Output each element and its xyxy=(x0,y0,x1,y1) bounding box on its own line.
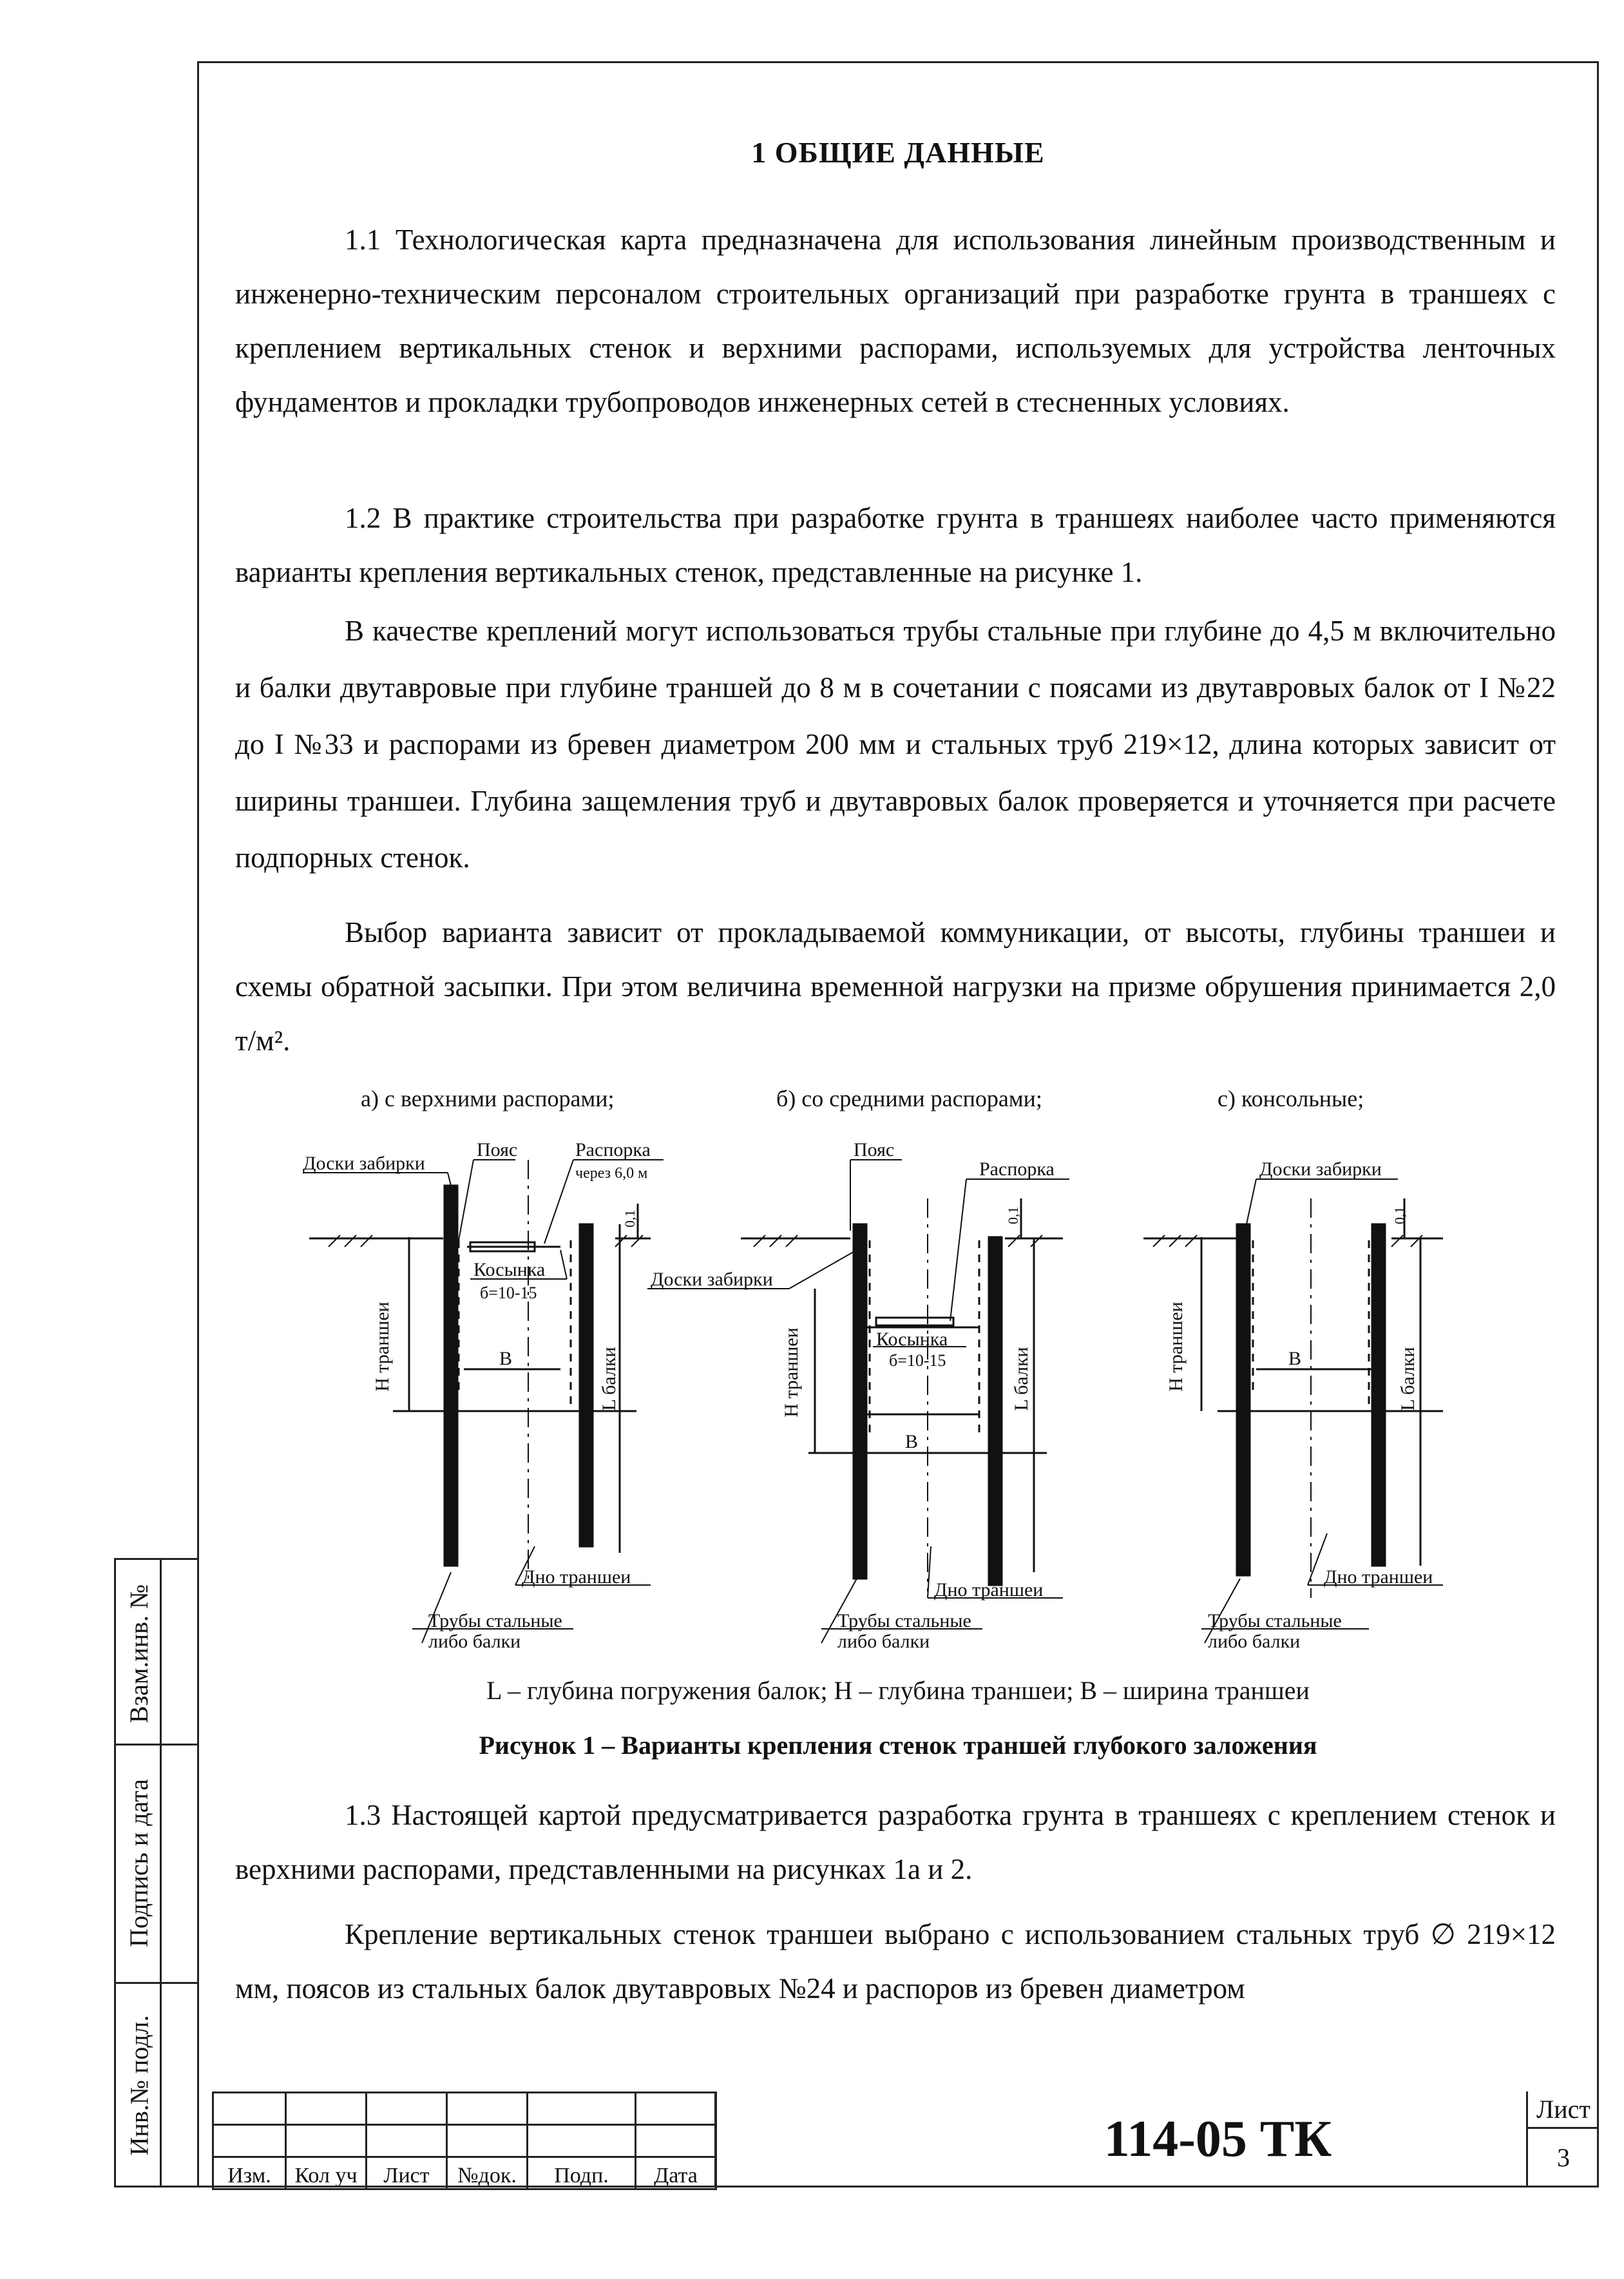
label-gusset-b: Косынка xyxy=(876,1329,948,1350)
label-h-trench-b: Н траншеи xyxy=(781,1327,802,1418)
label-l-beam-a: L балки xyxy=(598,1347,620,1411)
sheet-label: Лист xyxy=(1528,2091,1599,2129)
label-pipes1-c: Трубы стальные xyxy=(1208,1610,1342,1631)
label-gusset-thk-b: б=10-15 xyxy=(889,1351,946,1370)
label-boards-b: Доски забирки xyxy=(651,1269,773,1290)
paragraph-1-1: 1.1 Технологическая карта предназначена для использования линейным производственным и инженерно-техническим персоналом строительных организаций при разработке грунта в траншеях с креплением вертикальных стенок и верхними распорами, используемых для устройства ленточных фундаментов и прокладки трубопроводов инженерных сетей в стесненных условиях. xyxy=(235,224,1556,418)
label-strut-b: Распорка xyxy=(979,1159,1055,1180)
label-pipes2-b: либо балки xyxy=(837,1631,930,1652)
sheet-box xyxy=(1526,2091,1599,2188)
variant-a-title: а) с верхними распорами; xyxy=(361,1086,615,1111)
paragraph-choice: Выбор варианта зависит от прокладываемой коммуникации, от высоты, глубины траншеи и схемы обратной засыпки. При этом величина временной нагрузки на призме обрушения принимается 2,0 т/м². xyxy=(235,916,1556,1057)
col-podp: Подп. xyxy=(528,2157,636,2189)
label-dim-a: 0,1 xyxy=(622,1209,638,1227)
label-strut-a: Распорка xyxy=(575,1139,651,1160)
col-kol: Кол уч xyxy=(286,2157,367,2189)
col-izm: Изм. xyxy=(213,2157,286,2189)
side-label-original: Инв.№ подл. xyxy=(124,2015,154,2155)
title-block-grid xyxy=(212,2091,717,2190)
figure-trench-schemes xyxy=(0,1134,1624,1682)
title-block xyxy=(212,2091,1599,2188)
label-belt-a: Пояс xyxy=(477,1139,518,1160)
label-bottom-c: Дно траншеи xyxy=(1324,1566,1433,1588)
label-gusset-thk-a: б=10-15 xyxy=(480,1284,537,1302)
label-l-beam-c: L балки xyxy=(1397,1347,1419,1411)
label-pipes1-b: Трубы стальные xyxy=(837,1610,971,1631)
scheme-b xyxy=(647,1160,1069,1643)
figure-caption: Рисунок 1 – Варианты крепления стенок траншей глубокого заложения xyxy=(479,1731,1317,1760)
col-data: Дата xyxy=(636,2157,716,2189)
label-pipes1-a: Трубы стальные xyxy=(428,1610,562,1631)
label-strut-spacing-a: через 6,0 м xyxy=(575,1165,648,1182)
label-pipes2-c: либо балки xyxy=(1208,1631,1301,1652)
figure-legend: L – глубина погружения балок; Н – глубина траншеи; В – ширина траншеи xyxy=(486,1676,1310,1705)
label-belt-b: Пояс xyxy=(854,1139,895,1160)
label-h-trench-c: Н траншеи xyxy=(1165,1302,1187,1392)
label-dim-c: 0,1 xyxy=(1391,1206,1408,1224)
label-h-trench-a: Н траншеи xyxy=(372,1302,393,1392)
side-label-replacement: Взам.инв. № xyxy=(124,1584,154,1723)
section-title: 1 ОБЩИЕ ДАННЫЕ xyxy=(751,136,1045,169)
label-l-beam-b: L балки xyxy=(1011,1347,1032,1411)
col-ndok: №док. xyxy=(447,2157,528,2189)
label-pipes2-a: либо балки xyxy=(428,1631,521,1652)
paragraph-materials: В качестве креплений могут использоваться трубы стальные при глубине до 4,5 м включительно и балки двутавровые при глубине траншей до 8 м в сочетании с поясами из двутавровых балок от I №22 до I №33 и распорами из бревен диаметром 200 мм и стальных труб 219×12, длина которых зависит от ширины траншеи. Глубина защемления труб и двутавровых балок проверяется и уточняется при расчете подпорных стенок. xyxy=(235,615,1556,874)
label-width-c: В xyxy=(1288,1348,1302,1369)
variant-b-title: б) со средними распорами; xyxy=(776,1086,1042,1111)
side-label-signature: Подпись и дата xyxy=(124,1778,154,1947)
label-bottom-a: Дно траншеи xyxy=(522,1566,631,1588)
label-gusset-a: Косынка xyxy=(473,1259,546,1280)
variant-c-title: с) консольные; xyxy=(1218,1086,1364,1111)
label-width-a: В xyxy=(499,1348,513,1369)
paragraph-1-3: 1.3 Настоящей картой предусматривается разработка грунта в траншеях с креплением стенок и верхними распорами, представленными на рисунках 1а и 2. xyxy=(235,1799,1556,1885)
paragraph-1-2: 1.2 В практике строительства при разработке грунта в траншеях наиболее часто применяются варианты крепления вертикальных стенок, представленные на рисунке 1. xyxy=(235,502,1556,588)
document-code: 114-05 ТК xyxy=(714,2091,1624,2188)
label-boards-c: Доски забирки xyxy=(1259,1159,1382,1180)
col-list: Лист xyxy=(367,2157,447,2189)
label-boards-a: Доски забирки xyxy=(303,1153,425,1174)
paragraph-fastening: Крепление вертикальных стенок траншеи выбрано с использованием стальных труб ∅ 219×12 мм, поясов из стальных балок двутавровых №24 и распоров из бревен диаметром xyxy=(235,1918,1556,2005)
label-width-b: В xyxy=(905,1431,919,1452)
sheet-number: 3 xyxy=(1557,2143,1570,2172)
label-dim-b: 0,1 xyxy=(1005,1206,1021,1224)
label-bottom-b: Дно траншеи xyxy=(934,1579,1044,1601)
